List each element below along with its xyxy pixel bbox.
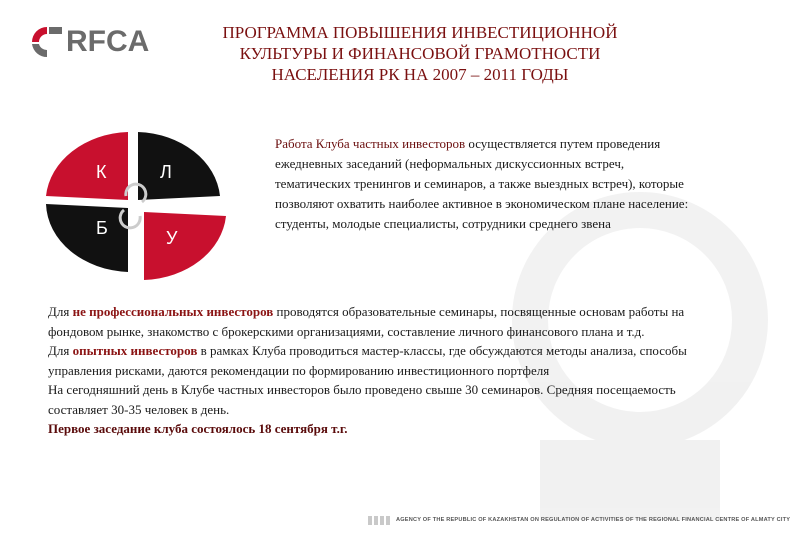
club-description bbox=[275, 134, 695, 234]
footer bbox=[368, 513, 790, 527]
quadrant-k-letter: К bbox=[96, 162, 107, 182]
para-experienced: Для опытных инвесторов в рамках Клуба проводиться мастер-классы, где обсуждаются методы анализа, способы управления рисками, даются рекомендации по формированию инвестиционного портфеля bbox=[48, 343, 687, 378]
logo-text: RFCA bbox=[66, 25, 150, 58]
para-first-meeting: Первое заседание клуба состоялось 18 сентября т.г. bbox=[48, 421, 348, 436]
quadrant-l-letter: Л bbox=[160, 162, 172, 182]
experienced-highlight: опытных инвесторов bbox=[72, 343, 198, 358]
quadrant-u bbox=[144, 212, 226, 280]
club-description-text: осуществляется путем проведения ежедневных заседаний (неформальных дискуссионных встреч, тематических тренингов и семинаров, а также выездных встреч), которые позволяют охватить наиболее активное в экономическом плане население: студенты, молодые специалисты, сотрудники среднего звена bbox=[275, 136, 689, 231]
quadrant-u-letter: У bbox=[166, 228, 178, 248]
title-line-1: ПРОГРАММА ПОВЫШЕНИЯ ИНВЕСТИЦИОННОЙ bbox=[222, 23, 618, 42]
program-details bbox=[48, 302, 698, 439]
rfca-logo bbox=[30, 22, 156, 62]
footer-text: AGENCY OF THE REPUBLIC OF KAZAKHSTAN ON REGULATION OF ACTIVITIES OF THE REGIONAL FINANCIAL CENTRE OF ALMATY CITY bbox=[396, 517, 790, 523]
klbu-quadrant-diagram bbox=[44, 128, 234, 278]
non-professional-highlight: не профессиональных инвесторов bbox=[72, 304, 274, 319]
rfca-logo-icon bbox=[30, 25, 64, 59]
quadrant-l bbox=[138, 132, 220, 200]
quadrant-k bbox=[46, 132, 128, 200]
footer-stripes-icon bbox=[368, 516, 390, 525]
quadrant-b bbox=[46, 204, 128, 272]
para-statistics: На сегодняшний день в Клубе частных инвесторов было проведено свыше 30 семинаров. Средняя посещаемость составляет 30-35 человек в день. bbox=[48, 382, 676, 417]
para-non-professional: Для не профессиональных инвесторов проводятся образовательные семинары, посвященные основам работы на фондовом рынке, знакомство с брокерскими организациями, составление личного финансового плана и т.д. bbox=[48, 304, 685, 339]
page-title bbox=[160, 22, 680, 85]
quadrant-b-letter: Б bbox=[96, 218, 108, 238]
title-line-2: КУЛЬТУРЫ И ФИНАНСОВОЙ ГРАМОТНОСТИ bbox=[239, 44, 601, 63]
title-line-3: НАСЕЛЕНИЯ РК НА 2007 – 2011 ГОДЫ bbox=[271, 65, 569, 84]
club-description-highlight: Работа Клуба частных инвесторов bbox=[275, 136, 466, 151]
